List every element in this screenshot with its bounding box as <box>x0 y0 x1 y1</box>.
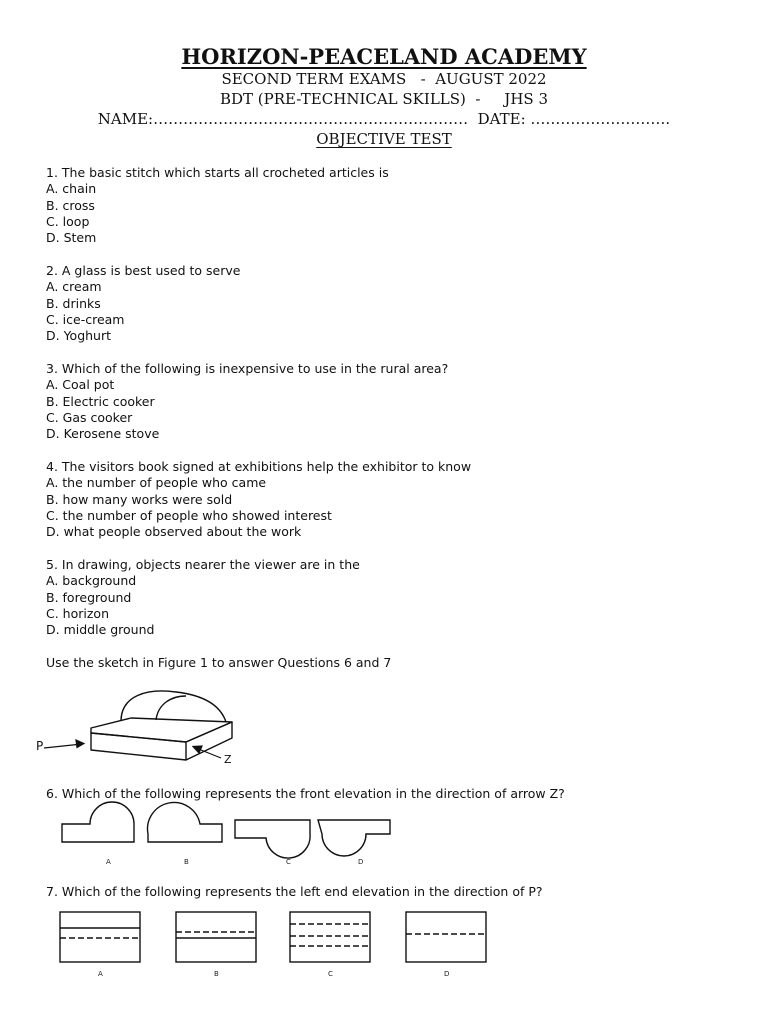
arrow-p-head-icon <box>76 740 84 748</box>
question-6-options <box>60 808 400 870</box>
question-2 <box>46 263 736 344</box>
question-stem: 7. Which of the following represents the left end elevation in the direction of P? <box>46 884 543 899</box>
q7-label-b: B <box>214 970 219 978</box>
question-stem: 2. A glass is best used to serve <box>46 263 241 278</box>
option-c: C. loop <box>46 213 90 229</box>
option-b: B. Electric cooker <box>46 393 155 409</box>
option-d: D. Kerosene stove <box>46 426 160 442</box>
option-d: D. Yoghurt <box>46 328 112 344</box>
q7-option-a-box <box>60 912 140 962</box>
option-d: D. what people observed about the work <box>46 524 302 540</box>
question-1 <box>46 165 736 246</box>
option-d: D. Stem <box>46 230 97 246</box>
option-b: B. how many works were sold <box>46 491 233 507</box>
option-a: A. the number of people who came <box>46 475 267 491</box>
option-c: C. Gas cooker <box>46 409 133 425</box>
option-c: C. the number of people who showed interest <box>46 507 332 523</box>
figure-1-sketch <box>36 682 246 772</box>
q6-label-a: A <box>106 858 111 866</box>
question-stem: 1. The basic stitch which starts all crocheted articles is <box>46 165 389 180</box>
q6-option-a-shape <box>62 802 134 842</box>
option-b: B. cross <box>46 197 95 213</box>
question-stem: 6. Which of the following represents the front elevation in the direction of arrow Z? <box>46 786 565 801</box>
label-p: P <box>36 739 44 753</box>
q7-label-a: A <box>98 970 103 978</box>
option-a: A. chain <box>46 181 97 197</box>
q6-label-d: D <box>358 858 364 866</box>
option-a: A. background <box>46 573 137 589</box>
q6-label-b: B <box>184 858 189 866</box>
question-6 <box>46 786 736 802</box>
exam-title: SECOND TERM EXAMS - AUGUST 2022 <box>221 70 547 88</box>
q7-option-b-box <box>176 912 256 962</box>
section-title <box>0 130 768 148</box>
q6-option-c-shape <box>235 820 310 858</box>
q6-option-drawings <box>60 808 400 870</box>
section-title-text: OBJECTIVE TEST <box>316 130 452 148</box>
q7-option-drawings <box>58 906 498 982</box>
question-3 <box>46 361 736 442</box>
curve-edge <box>156 696 186 720</box>
question-stem: 3. Which of the following is inexpensive to use in the rural area? <box>46 361 449 376</box>
q6-label-c: C <box>286 858 291 866</box>
question-4 <box>46 459 736 540</box>
q6-option-b-shape <box>148 803 222 842</box>
curved-top <box>121 691 226 722</box>
option-a: A. Coal pot <box>46 377 115 393</box>
option-b: B. drinks <box>46 295 101 311</box>
q7-option-c-box <box>290 912 370 962</box>
option-a: A. cream <box>46 279 102 295</box>
q7-label-d: D <box>444 970 450 978</box>
q6-option-d-shape <box>318 820 390 856</box>
option-b: B. foreground <box>46 589 132 605</box>
school-name-text: HORIZON-PEACELAND ACADEMY <box>181 44 587 69</box>
instruction-text: Use the sketch in Figure 1 to answer Questions 6 and 7 <box>46 655 392 670</box>
figure-instruction <box>46 655 736 671</box>
question-7 <box>46 884 736 900</box>
q7-option-d-box <box>406 912 486 962</box>
school-name <box>0 44 768 69</box>
option-c: C. horizon <box>46 605 109 621</box>
question-5 <box>46 557 736 638</box>
subject-line: BDT (PRE-TECHNICAL SKILLS) - JHS 3 <box>219 90 548 108</box>
name-date-line: NAME:……………………………………………………… DATE: ………………………. <box>97 110 671 128</box>
question-stem: 4. The visitors book signed at exhibitions help the exhibitor to know <box>46 459 472 474</box>
question-stem: 5. In drawing, objects nearer the viewer are in the <box>46 557 360 572</box>
option-c: C. ice-cream <box>46 311 125 327</box>
block-top-face <box>91 718 232 742</box>
arrow-z-head-icon <box>193 746 202 753</box>
label-z: Z <box>224 753 232 766</box>
figure-1-drawing <box>36 682 246 772</box>
q7-label-c: C <box>328 970 333 978</box>
option-d: D. middle ground <box>46 622 155 638</box>
block-front-face <box>91 733 186 760</box>
question-7-options <box>58 906 498 982</box>
